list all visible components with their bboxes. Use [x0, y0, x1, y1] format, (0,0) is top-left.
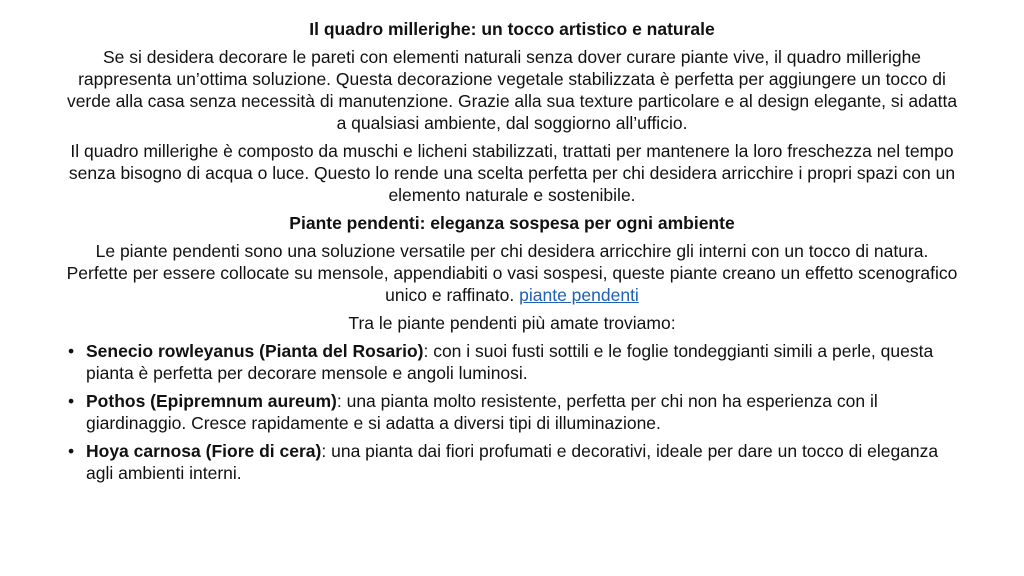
paragraph-elenco-intro: Tra le piante pendenti più amate troviamo: — [348, 313, 676, 333]
heading-piante-pendenti: Piante pendenti: eleganza sospesa per ogni ambiente — [289, 213, 735, 233]
bullet-icon: • — [68, 441, 75, 461]
piante-pendenti-link[interactable]: piante pendenti — [519, 285, 639, 305]
plant-description: : una pianta dai fiori profumati e decorativi, ideale per dare un tocco di eleganza agli ambienti interni. — [86, 441, 939, 483]
bullet-icon: • — [68, 341, 75, 361]
plant-name: Pothos (Epipremnum aureum) — [86, 391, 337, 411]
plant-name: Senecio rowleyanus (Pianta del Rosario) — [86, 341, 424, 361]
list-item — [64, 440, 960, 484]
paragraph-quadro-intro: Se si desidera decorare le pareti con elementi naturali senza dover curare piante vive, il quadro millerighe rappresenta un’ottima soluzione. Questa decorazione vegetale stabilizzata è perfetta per aggiungere un tocco di verde alla casa senza necessità di manutenzione. Grazie alla sua texture particolare e al design elegante, si adatta a qualsiasi ambiente, dal soggiorno all’ufficio. — [66, 47, 958, 133]
list-item — [64, 340, 960, 384]
plant-description: : una pianta molto resistente, perfetta per chi non ha esperienza con il giardinaggio. Cresce rapidamente e si adatta a diversi tipi di illuminazione. — [86, 391, 878, 433]
heading-quadro-millerighe: Il quadro millerighe: un tocco artistico e naturale — [309, 19, 715, 39]
list-item — [64, 390, 960, 434]
paragraph-piante-pendenti — [64, 240, 960, 306]
paragraph-quadro-composizione: Il quadro millerighe è composto da muschi e licheni stabilizzati, trattati per mantenere la loro freschezza nel tempo senza bisogno di acqua o luce. Questo lo rende una scelta perfetta per chi desidera arricchire i propri spazi con un elemento naturale e sostenibile. — [68, 141, 956, 205]
paragraph-piante-pendenti-text: Le piante pendenti sono una soluzione versatile per chi desidera arricchire gli interni con un tocco di natura. Perfette per essere collocate su mensole, appendiabiti o vasi sospesi, queste piante creano un effetto scenografico unico e raffinato. — [66, 241, 958, 305]
plant-name: Hoya carnosa (Fiore di cera) — [86, 441, 322, 461]
plant-description: : con i suoi fusti sottili e le foglie tondeggianti simili a perle, questa pianta è perfetta per decorare mensole e angoli luminosi. — [86, 341, 934, 383]
plant-list — [64, 340, 960, 484]
bullet-icon: • — [68, 391, 75, 411]
